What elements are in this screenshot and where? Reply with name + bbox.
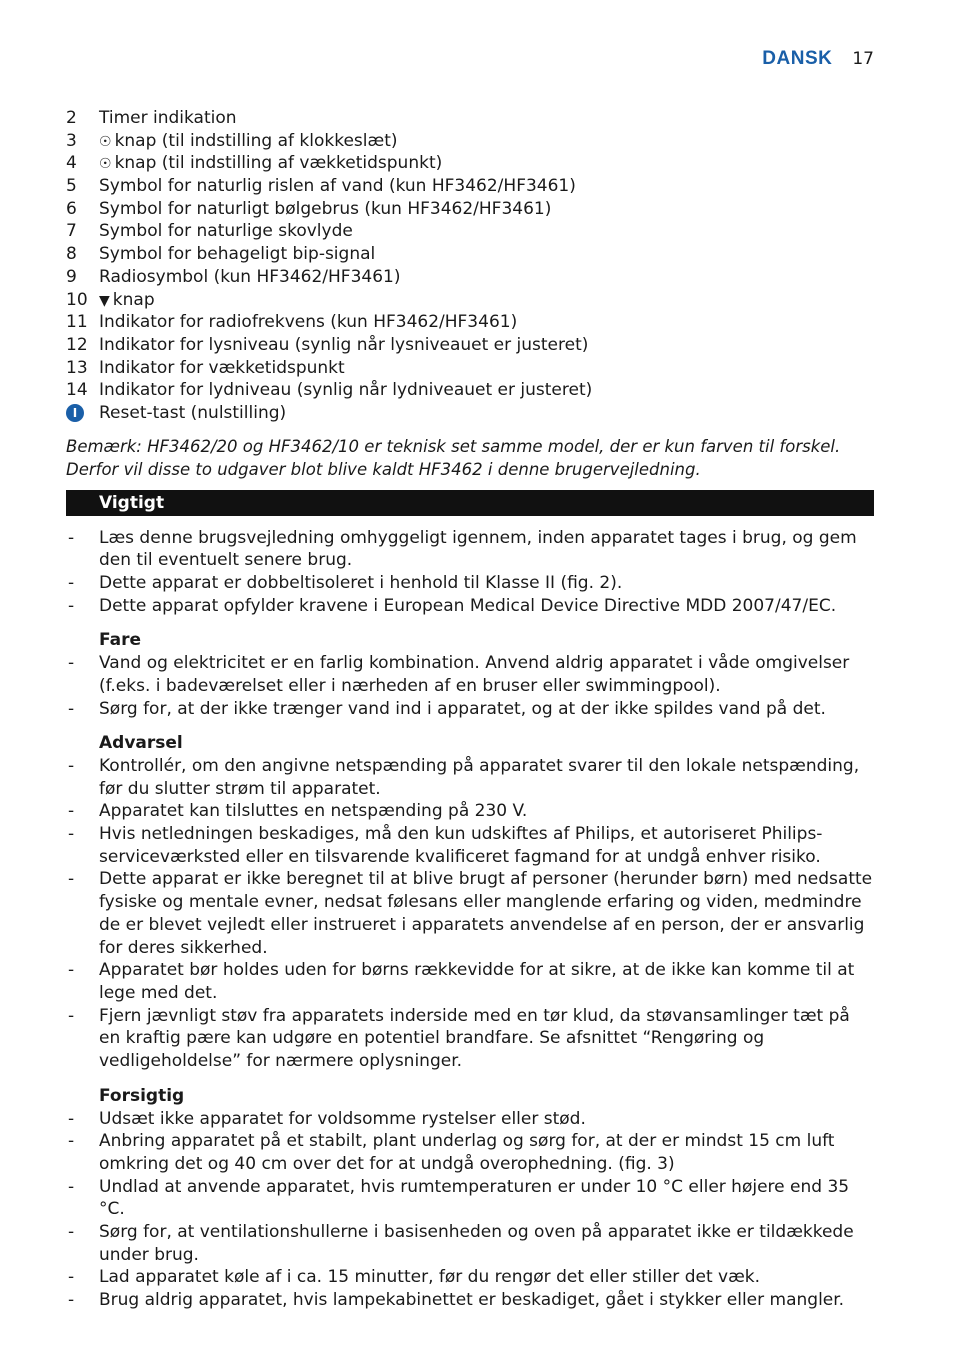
- list-item: [66, 266, 874, 289]
- intro-list: [66, 527, 874, 618]
- item-label: Radiosymbol (kun HF3462/HF3461): [99, 266, 401, 287]
- bullet-text: Lad apparatet køle af i ca. 15 minutter, før du rengør det eller stiller det væk.: [99, 1267, 761, 1288]
- item-text: [99, 266, 400, 289]
- language-label: DANSK: [762, 48, 833, 69]
- dash-marker: -: [68, 824, 75, 845]
- bullet-text: Apparatet kan tilsluttes en netspænding på 230 V.: [99, 801, 528, 822]
- dash-marker: -: [68, 1176, 75, 1197]
- item-number: 10: [66, 289, 88, 310]
- item-label: knap (til indstilling af vækketidspunkt): [114, 153, 443, 174]
- bullet-text: Undlad at anvende apparatet, hvis rumtemperaturen er under 10 °C eller højere end 35 °C.: [99, 1176, 850, 1220]
- item-text: [99, 198, 551, 221]
- dash-marker: -: [68, 869, 75, 890]
- page-header: [762, 48, 874, 70]
- item-number: 2: [66, 108, 77, 128]
- dash-marker: -: [68, 1108, 75, 1129]
- bullet-item: [66, 1005, 874, 1073]
- bullet-text: Læs denne brugsvejledning omhyggeligt igennem, inden apparatet tages i brug, og gem den til eventuelt senere brug.: [99, 527, 857, 571]
- item-label: Timer indikation: [99, 108, 237, 128]
- bullet-item: [66, 823, 874, 868]
- bullet-item: [66, 1289, 874, 1312]
- list-item: [66, 220, 874, 243]
- dash-marker: -: [68, 960, 75, 981]
- advarsel-heading: Advarsel: [99, 733, 183, 754]
- item-number: 6: [66, 198, 77, 219]
- item-text: [99, 379, 592, 402]
- bullet-text: Udsæt ikke apparatet for voldsomme rystelser eller stød.: [99, 1108, 586, 1129]
- item-text: [99, 107, 237, 130]
- dash-marker: -: [68, 1267, 75, 1288]
- item-text: [99, 175, 576, 198]
- list-item: [66, 175, 874, 198]
- dash-marker: -: [68, 573, 75, 594]
- dash-marker: -: [68, 755, 75, 776]
- bullet-item: [66, 1130, 874, 1175]
- bullet-text: Dette apparat er ikke beregnet til at blive brugt af personer (herunder børn) med nedsatte fysiske og mentale evner, nedsat følesans eller manglende erfaring og viden, medmindre de er blevet vejledt eller instrueret i apparatets anvendelse af en person, der er ansvarlig for deres sikkerhed.: [99, 869, 873, 958]
- bullet-text: Sørg for, at ventilationshullerne i basisenheden og oven på apparatet ikke er tildækkede under brug.: [99, 1222, 854, 1265]
- item-text: [99, 357, 345, 380]
- clock-button-icon: ☉: [99, 133, 112, 150]
- list-item: [66, 107, 874, 130]
- dash-marker: -: [68, 595, 75, 616]
- bullet-text: Kontrollér, om den angivne netspænding på apparatet svarer til den lokale netspænding, før du slutter strøm til apparatet.: [99, 755, 860, 799]
- component-list: [66, 107, 874, 425]
- item-text: [99, 311, 517, 334]
- list-item: [66, 379, 874, 402]
- fare-list: [66, 652, 874, 720]
- item-text: [99, 402, 286, 425]
- section-title-bar: Vigtigt: [66, 490, 874, 516]
- bullet-text: Apparatet bør holdes uden for børns rækkevidde for at sikre, at de ikke kan komme til at lege med det.: [99, 960, 855, 1003]
- list-item: [66, 402, 874, 425]
- list-item: [66, 357, 874, 380]
- fare-heading: Fare: [99, 630, 142, 651]
- item-text: [99, 334, 588, 357]
- item-label: Symbol for naturligt bølgebrus (kun HF3462/HF3461): [99, 198, 552, 219]
- item-text: [99, 220, 353, 243]
- list-item: [66, 152, 874, 175]
- bullet-text: Vand og elektricitet er en farlig kombination. Anvend aldrig apparatet i våde omgivelser (f.eks. i badeværelset eller i nærheden af en bruser eller swimmingpool).: [99, 653, 850, 696]
- item-number: 5: [66, 176, 77, 197]
- dash-marker: -: [68, 1131, 75, 1152]
- page-content: [66, 107, 874, 1312]
- item-label: Reset-tast (nulstilling): [99, 402, 287, 423]
- note-paragraph: Bemærk: HF3462/20 og HF3462/10 er teknisk set samme model, der er kun farven til forskel. Derfor vil disse to udgaver blot blive kaldt HF3462 i denne brugervejledning.: [66, 436, 841, 479]
- item-number: 9: [66, 266, 77, 287]
- item-number: 14: [66, 380, 88, 401]
- reset-badge-icon: I: [66, 404, 84, 422]
- bullet-item: [66, 1221, 874, 1266]
- item-label: Indikator for lydniveau (synlig når lydniveauet er justeret): [99, 380, 593, 401]
- item-number: [66, 402, 99, 425]
- bullet-item: [66, 959, 874, 1004]
- bullet-text: Fjern jævnligt støv fra apparatets inderside med en tør klud, da støvansamlinger tæt på en kraftig pære kan udgøre en potentiel brandfare. Se afsnittet “Rengøring og vedligeholdelse” for nærmere oplysninger.: [99, 1005, 850, 1072]
- page-number: 17: [852, 49, 874, 69]
- bullet-text: Brug aldrig apparatet, hvis lampekabinettet er beskadiget, gået i stykker eller mangler.: [99, 1290, 845, 1311]
- bullet-text: Sørg for, at der ikke trænger vand ind i apparatet, og at der ikke spildes vand på det.: [99, 698, 826, 719]
- dash-marker: -: [68, 527, 75, 548]
- item-label: Symbol for naturlige skovlyde: [99, 221, 353, 242]
- bullet-item: [66, 755, 874, 800]
- forsigtig-heading: Forsigtig: [99, 1085, 185, 1106]
- dash-marker: -: [68, 653, 75, 674]
- bullet-item: [66, 595, 874, 618]
- list-item: [66, 289, 874, 312]
- item-text: [99, 152, 442, 175]
- item-number: 7: [66, 221, 77, 242]
- dash-marker: -: [68, 1290, 75, 1311]
- item-number: 12: [66, 334, 88, 355]
- advarsel-list: [66, 755, 874, 1073]
- bullet-item: [66, 527, 874, 572]
- list-item: [66, 311, 874, 334]
- dash-marker: -: [68, 801, 75, 822]
- item-text: [99, 243, 375, 266]
- bullet-item: [66, 572, 874, 595]
- item-number: 4: [66, 153, 77, 174]
- list-item: [66, 198, 874, 221]
- item-number: 13: [66, 357, 88, 378]
- bullet-text: Dette apparat opfylder kravene i European Medical Device Directive MDD 2007/47/EC.: [99, 595, 837, 616]
- item-label: Symbol for behageligt bip-signal: [99, 244, 376, 265]
- item-text: [99, 130, 398, 153]
- bullet-text: Hvis netledningen beskadiges, må den kun udskiftes af Philips, et autoriseret Philips-serviceværksted eller en tilsvarende kvalificeret fagmand for at undgå enhver risiko.: [99, 824, 823, 867]
- item-label: knap (til indstilling af klokkeslæt): [114, 130, 398, 151]
- item-number: 8: [66, 244, 77, 265]
- bullet-item: [66, 652, 874, 697]
- bullet-item: [66, 1108, 874, 1131]
- bullet-item: [66, 868, 874, 959]
- item-label: Indikator for radiofrekvens (kun HF3462/HF3461): [99, 312, 518, 333]
- bullet-text: Anbring apparatet på et stabilt, plant underlag og sørg for, at der er mindst 15 cm luft omkring det og 40 cm over det for at undgå overophedning. (fig. 3): [99, 1131, 835, 1174]
- item-label: knap: [112, 289, 155, 310]
- bullet-text: Dette apparat er dobbeltisoleret i henhold til Klasse II (fig. 2).: [99, 573, 623, 594]
- dash-marker: -: [68, 698, 75, 719]
- item-label: Symbol for naturlig rislen af vand (kun HF3462/HF3461): [99, 176, 576, 197]
- item-number: 11: [66, 312, 88, 333]
- list-item: [66, 334, 874, 357]
- item-label: Indikator for lysniveau (synlig når lysniveauet er justeret): [99, 334, 589, 355]
- item-label: Indikator for vækketidspunkt: [99, 357, 345, 378]
- down-triangle-icon: ▼: [99, 292, 110, 309]
- bullet-item: [66, 1176, 874, 1221]
- dash-marker: -: [68, 1005, 75, 1026]
- alarm-button-icon: ☉: [99, 156, 112, 173]
- list-item: [66, 130, 874, 153]
- dash-marker: -: [68, 1222, 75, 1243]
- bullet-item: [66, 698, 874, 721]
- bullet-item: [66, 1266, 874, 1289]
- forsigtig-list: [66, 1108, 874, 1312]
- bullet-item: [66, 800, 874, 823]
- list-item: [66, 243, 874, 266]
- item-number: 3: [66, 130, 77, 151]
- item-text: [99, 289, 155, 312]
